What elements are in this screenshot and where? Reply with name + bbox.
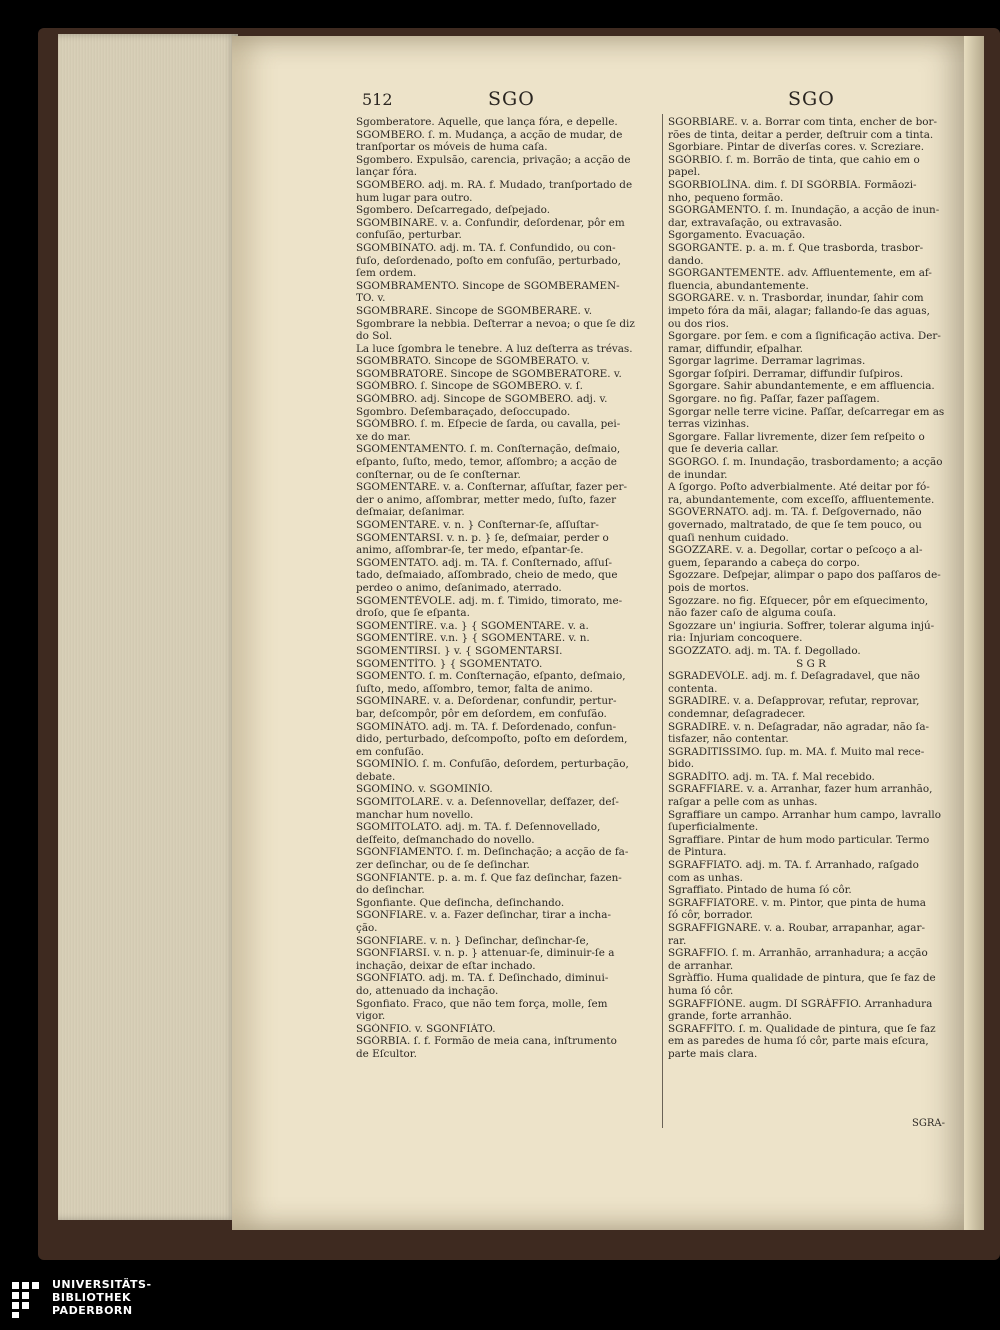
entry-line: SGOMITOLATO. adj. m. TA. f. Deſennovellado, bbox=[356, 821, 601, 834]
entry-line: SGRADITISSIMO. ſup. m. MA. f. Muito mal rece- bbox=[668, 745, 925, 758]
entry-line: SGOMINÀTO. adj. m. TA. f. Deſordenado, confun- bbox=[356, 720, 617, 733]
entry-line: SGOMBRATO. Sincope de SGOMBERATO. v. bbox=[356, 355, 590, 368]
entry-line: SGÒRBIA. ſ. f. Formão de meia cana, inſtrumento bbox=[356, 1035, 617, 1048]
entry-line: terras vizinhas. bbox=[668, 418, 750, 431]
entry-line: ra, abundantemente, com exceſſo, affluentemente. bbox=[668, 493, 935, 506]
entry-line: inchação, deixar de eſtar inchado. bbox=[356, 959, 536, 972]
entry-line: lançar fóra. bbox=[356, 166, 418, 179]
entry-line: Sgraffiare un campo. Arranhar hum campo, lavrallo bbox=[668, 808, 941, 821]
entry-line: parte mais clara. bbox=[668, 1047, 758, 1060]
entry-line: tranſportar os móveis de huma caſa. bbox=[356, 141, 548, 154]
entry-line: La luce ſgombra le tenebre. A luz deſterra as trévas. bbox=[356, 342, 633, 355]
entry-line: em as paredes de huma ſó côr, parte mais eſcura, bbox=[668, 1035, 929, 1048]
entry-line: SGOMENTATO. adj. m. TA. f. Conſternado, aſſuſ- bbox=[356, 556, 613, 569]
entry-line: SGRAFFIO. ſ. m. Arranhão, arranhadura; a acção bbox=[668, 947, 928, 960]
entry-line: tado, deſmaiado, aſſombrado, cheio de medo, que bbox=[356, 569, 618, 582]
entry-line: hum lugar para outro. bbox=[356, 191, 473, 204]
entry-line: raſgar a pelle com as unhas. bbox=[668, 796, 818, 809]
entry-line: SGOMINO. v. SGOMINÌO. bbox=[356, 783, 493, 796]
entry-line: fluencia, abundantemente. bbox=[668, 279, 809, 292]
entry-line: de inundar. bbox=[668, 468, 728, 481]
entry-line: ſuſto, medo, aſſombro, temor, falta de animo. bbox=[356, 682, 593, 695]
right-column bbox=[668, 116, 954, 1061]
entry-line: SGOMITOLARE. v. a. Deſennovellar, deſfazer, deſ- bbox=[356, 796, 619, 809]
entry-line: SGOMINÌO. ſ. m. Confuſão, deſordem, perturbação, bbox=[356, 758, 629, 771]
entry-line: SGORGANTEMENTE. adv. Affluentemente, em af- bbox=[668, 267, 932, 280]
entry-line: Sgorgare. Sahir abundantemente, e em affluencia. bbox=[668, 380, 935, 393]
entry-line: SGÒRBIO. ſ. m. Borrão de tinta, que cahio em o bbox=[668, 153, 920, 166]
entry-line: grande, forte arranhão. bbox=[668, 1010, 792, 1023]
entry-line: zer deſinchar, ou de ſe deſinchar. bbox=[356, 859, 530, 872]
entry-line: SGRAFFIÒNE. augm. DI SGRÀFFIO. Arranhadura bbox=[668, 997, 933, 1010]
entry-line: SGRAFFIGNARE. v. a. Roubar, arrapanhar, agar- bbox=[668, 922, 925, 934]
entry-line: Sgorgamento. Evacuação. bbox=[668, 229, 806, 242]
entry-line: SGOMENTARE. v. n. } Conſternar-ſe, aſſuſtar- bbox=[356, 519, 599, 531]
entry-line: Sgombero. Expulsão, carencia, privação; a acção de bbox=[356, 153, 631, 166]
entry-line: Sgorgare. Fallar livremente, dizer ſem reſpeito o bbox=[668, 430, 925, 443]
entry-line: SGRAFFÌTO. ſ. m. Qualidade de pintura, que ſe faz bbox=[668, 1022, 936, 1035]
entry-line: SGOZZATO. adj. m. TA. f. Degollado. bbox=[668, 644, 861, 657]
entry-line: dar, extravaſação, ou extravasão. bbox=[668, 216, 843, 229]
entry-line: SGRAFFIARE. v. a. Arranhar, fazer hum arranhão, bbox=[668, 783, 933, 796]
entry-line: ção. bbox=[356, 922, 378, 934]
entry-line: que ſe deveria callar. bbox=[668, 443, 779, 456]
entry-line: TO. v. bbox=[356, 292, 386, 305]
entry-line: ou dos rios. bbox=[668, 317, 729, 330]
entry-line: Sgozzare un' ingiuria. Soffrer, tolerar alguma injú- bbox=[668, 619, 935, 632]
entry-line: condemnar, deſagradecer. bbox=[668, 707, 806, 720]
entry-line: SGOMENTARSI. v. n. p. } ſe, deſmaiar, perder o bbox=[356, 531, 609, 544]
entry-line: guem, ſeparando a cabeça do corpo. bbox=[668, 556, 860, 569]
entry-line: SGORBIOLÌNA. dim. f. DI SGÒRBIA. Formãozi- bbox=[668, 178, 917, 191]
entry-line: dando. bbox=[668, 254, 704, 267]
entry-line: governado, maltratado, de que ſe tem pouco, ou bbox=[668, 519, 922, 531]
entry-line: eſpanto, ſuſto, medo, temor, aſſombro; a acção de bbox=[356, 456, 617, 469]
entry-line: S G R bbox=[796, 657, 826, 670]
entry-line: papel. bbox=[668, 166, 701, 179]
entry-line: em confuſão. bbox=[356, 745, 425, 758]
entry-line: SGRAFFIATORE. v. m. Pintor, que pinta de huma bbox=[668, 896, 926, 909]
entry-line: ſem ordem. bbox=[356, 267, 417, 280]
entry-line: SGOMBRARE. Sincope de SGOMBERARE. v. bbox=[356, 304, 593, 317]
entry-line: xe do mar. bbox=[356, 430, 411, 443]
entry-line: SGOMENTÌRE. v.a. } { SGOMENTARE. v. a. bbox=[356, 619, 589, 632]
entry-line: SGOZZARE. v. a. Degollar, cortar o peſcoço a al- bbox=[668, 544, 923, 557]
entry-line: der o animo, aſſombrar, metter medo, ſuſto, fazer bbox=[356, 493, 617, 506]
entry-line: SGORBIARE. v. a. Borrar com tinta, encher de bor- bbox=[668, 116, 938, 128]
running-header-left: SGO bbox=[488, 88, 535, 110]
entry-line: SGRADIRE. v. a. Deſapprovar, refutar, reprovar, bbox=[668, 695, 920, 708]
entry-line: ſó côr, borrador. bbox=[668, 909, 753, 922]
entry-line: deſfeito, deſmanchado do novello. bbox=[356, 833, 535, 846]
entry-line: do deſinchar. bbox=[356, 884, 425, 897]
running-header-right: SGO bbox=[788, 88, 835, 110]
library-name-line: UNIVERSITÄTS- bbox=[52, 1278, 152, 1291]
entry-line: SGRADIRE. v. n. Deſagradar, não agradar, não ſa- bbox=[668, 720, 930, 733]
entry-line: do, attenuado da inchação. bbox=[356, 984, 499, 997]
entry-line: debate. bbox=[356, 770, 396, 783]
entry-line: quaſi nenhum cuidado. bbox=[668, 531, 789, 544]
column-divider bbox=[662, 114, 663, 1128]
entry-line: SGRAFFIATO. adj. m. TA. f. Arranhado, raſgado bbox=[668, 859, 919, 872]
entry-line: Sgorgar ſoſpiri. Derramar, diffundir ſuſpiros. bbox=[668, 367, 904, 380]
entry-line: rar. bbox=[668, 934, 687, 947]
entry-line: ſuperficialmente. bbox=[668, 821, 759, 834]
page-number: 512 bbox=[362, 90, 393, 109]
entry-line: Sgorgar lagrime. Derramar lagrimas. bbox=[668, 355, 866, 368]
entry-line: Sgorgare. no fig. Paſſar, fazer paſſagem. bbox=[668, 393, 880, 406]
entry-line: tisfazer, não contentar. bbox=[668, 733, 789, 746]
entry-line: SGOMENTARE. v. a. Conſternar, aſſuſtar, fazer per- bbox=[356, 481, 627, 494]
entry-line: SGOMENTO. ſ. m. Conſternação, eſpanto, deſmaio, bbox=[356, 670, 626, 683]
entry-line: Sgozzare. Deſpejar, alimpar o papo dos paſſaros de- bbox=[668, 569, 941, 582]
library-name bbox=[52, 1278, 152, 1317]
entry-line: de Eſcultor. bbox=[356, 1047, 417, 1060]
entry-line: SGOMINARE. v. a. Deſordenar, confundir, pertur- bbox=[356, 695, 617, 708]
entry-line: SGORGARE. v. n. Trasbordar, inundar, ſahir com bbox=[668, 292, 924, 305]
entry-line: SGONFIATO. adj. m. TA. f. Deſinchado, diminui- bbox=[356, 972, 609, 985]
library-name-line: PADERBORN bbox=[52, 1304, 133, 1317]
entry-line: ria: Injuriam concoquere. bbox=[668, 632, 803, 645]
entry-line: bido. bbox=[668, 758, 695, 771]
entry-line: Sgonfiato. Fraco, que não tem força, molle, ſem bbox=[356, 997, 608, 1010]
entry-line: nho, pequeno formão. bbox=[668, 191, 784, 204]
entry-line: SGORGO. ſ. m. Inundação, trasbordamento; a acção bbox=[668, 456, 943, 469]
library-name-line: BIBLIOTHEK bbox=[52, 1291, 132, 1304]
entry-line: Sgozzare. no fig. Eſquecer, pôr em eſquecimento, bbox=[668, 594, 929, 607]
library-logo-icon bbox=[10, 1280, 46, 1320]
entry-line: do Sol. bbox=[356, 330, 393, 343]
entry-line: fuſo, deſordenado, poſto em confuſão, perturbado, bbox=[356, 254, 621, 267]
entry-line: huma ſó côr. bbox=[668, 984, 734, 997]
entry-line: Sgomberatore. Aquelle, que lança fóra, e depelle. bbox=[356, 116, 618, 128]
entry-line: confuſão, perturbar. bbox=[356, 229, 462, 242]
entry-line: contenta. bbox=[668, 682, 718, 695]
entry-line: SGOVERNATO. adj. m. TA. f. Deſgovernado, não bbox=[668, 506, 922, 519]
entry-line: conſternar, ou de ſe conſternar. bbox=[356, 468, 521, 481]
entry-line: SGRADÌTO. adj. m. TA. f. Mal recebido. bbox=[668, 770, 875, 783]
entry-line: animo, aſſombrar-ſe, ter medo, eſpantar-ſe. bbox=[356, 544, 584, 557]
entry-line: SGÒMBRO. ſ. Sincope de SGOMBERO. v. ſ. bbox=[356, 380, 583, 393]
entry-line: SGONFIARE. v. a. Fazer deſinchar, tirar a incha- bbox=[356, 909, 611, 922]
entry-line: manchar hum novello. bbox=[356, 808, 474, 821]
entry-line: SGORGANTE. p. a. m. f. Que trasborda, trasbor- bbox=[668, 241, 924, 254]
entry-line: ramar, diffundir, eſpalhar. bbox=[668, 342, 803, 355]
entry-line: de arranhar. bbox=[668, 959, 734, 972]
entry-line: SGONFIAMENTO. ſ. m. Deſinchação; a acção de fa- bbox=[356, 846, 629, 859]
entry-line: de Pintura. bbox=[668, 846, 727, 859]
entry-line: SGOMBRAMENTO. Sincope de SGOMBERAMEN- bbox=[356, 279, 620, 292]
entry-line: SGOMENTAMENTO. ſ. m. Conſternação, deſmaio, bbox=[356, 443, 621, 456]
entry-line: dido, perturbado, deſcompoſto, poſto em deſordem, bbox=[356, 733, 628, 746]
entry-line: SGONFIANTE. p. a. m. f. Que faz deſinchar, fazen- bbox=[356, 871, 622, 884]
entry-line: Sgorgar nelle terre vicine. Paſſar, deſcarregar em as bbox=[668, 405, 945, 418]
entry-line: SGOMBERO. ſ. m. Mudança, a acção de mudar, de bbox=[356, 128, 623, 141]
entry-line: droſo, que ſe eſpanta. bbox=[356, 607, 470, 620]
entry-line: não fazer caſo de alguma couſa. bbox=[668, 607, 837, 620]
entry-line: SGÒMBRO. ſ. m. Eſpecie de ſarda, ou cavalla, pei- bbox=[356, 418, 621, 431]
entry-line: Sgombro. Deſembaraçado, deſoccupado. bbox=[356, 405, 571, 418]
catchword: SGRA- bbox=[912, 1118, 945, 1129]
entry-line: vigor. bbox=[356, 1010, 386, 1023]
entry-line: perdeo o animo, deſanimado, aterrado. bbox=[356, 581, 562, 594]
entry-line: SGRADEVÒLE. adj. m. f. Deſagradavel, que não bbox=[668, 670, 920, 683]
entry-line: SGÒNFIO. v. SGONFIÀTO. bbox=[356, 1022, 496, 1035]
entry-line: Sgraffiare. Pintar de hum modo particular. Termo bbox=[668, 833, 930, 846]
entry-line: SGOMENTIRSI. } v. { SGOMENTARSI. bbox=[356, 644, 563, 657]
left-column bbox=[356, 116, 654, 1061]
entry-line: Sgraffiato. Pintado de huma ſó côr. bbox=[668, 884, 852, 897]
entry-line: Sgombrare la nebbia. Deſterrar a nevoa; o que ſe diz bbox=[356, 317, 635, 330]
entry-line: pois de mortos. bbox=[668, 581, 750, 594]
entry-line: SGOMBINATO. adj. m. TA. f. Confundido, ou con- bbox=[356, 241, 616, 254]
entry-line: SGÒMBRO. adj. Sincope de SGOMBERO. adj. v. bbox=[356, 393, 608, 406]
page-curl bbox=[964, 36, 984, 1230]
entry-line: SGORGAMENTO. ſ. m. Inundação, a acção de inun- bbox=[668, 204, 940, 217]
entry-line: SGOMBINARE. v. a. Confundir, deſordenar, pôr em bbox=[356, 216, 625, 229]
entry-line: Sgorbiare. Pintar de diverſas cores. v. Screziare. bbox=[668, 141, 925, 154]
entry-line: SGONFIARSI. v. n. p. } attenuar-ſe, diminuir-ſe a bbox=[356, 947, 615, 960]
entry-line: A ſgorgo. Poſto adverbialmente. Até deitar por fó- bbox=[668, 481, 930, 494]
entry-line: rões de tinta, deitar a perder, deſtruir com a tinta. bbox=[668, 128, 934, 141]
entry-line: Sgorgare. por ſem. e com a ſignificação activa. Der- bbox=[668, 330, 941, 343]
entry-line: SGOMBERO. adj. m. RA. f. Mudado, tranſportado de bbox=[356, 178, 633, 191]
entry-line: Sgonfiante. Que deſincha, deſinchando. bbox=[356, 896, 565, 909]
entry-line: bar, deſcompôr, pôr em deſordem, em confuſão. bbox=[356, 707, 607, 720]
entry-line: SGOMENTÈVOLE. adj. m. f. Timido, timorato, me- bbox=[356, 594, 623, 607]
entry-line: Sgràffio. Huma qualidade de pintura, que ſe faz de bbox=[668, 972, 936, 985]
entry-line: deſmaiar, deſanimar. bbox=[356, 506, 465, 519]
entry-line: Sgombero. Deſcarregado, deſpejado. bbox=[356, 204, 550, 217]
entry-line: com as unhas. bbox=[668, 871, 743, 884]
entry-line: SGOMENTÌRE. v.n. } { SGOMENTARE. v. n. bbox=[356, 632, 590, 645]
library-footer bbox=[0, 1268, 1000, 1330]
entry-line: SGOMBRATORE. Sincope de SGOMBERATORE. v. bbox=[356, 367, 622, 380]
page-edges bbox=[58, 34, 238, 1220]
entry-line: SGOMENTÌTO. } { SGOMENTATO. bbox=[356, 657, 543, 670]
entry-line: impeto fóra da mãi, alagar; fallando-ſe das aguas, bbox=[668, 304, 930, 317]
entry-line: SGONFIARE. v. n. } Deſinchar, deſinchar-ſe, bbox=[356, 934, 589, 947]
